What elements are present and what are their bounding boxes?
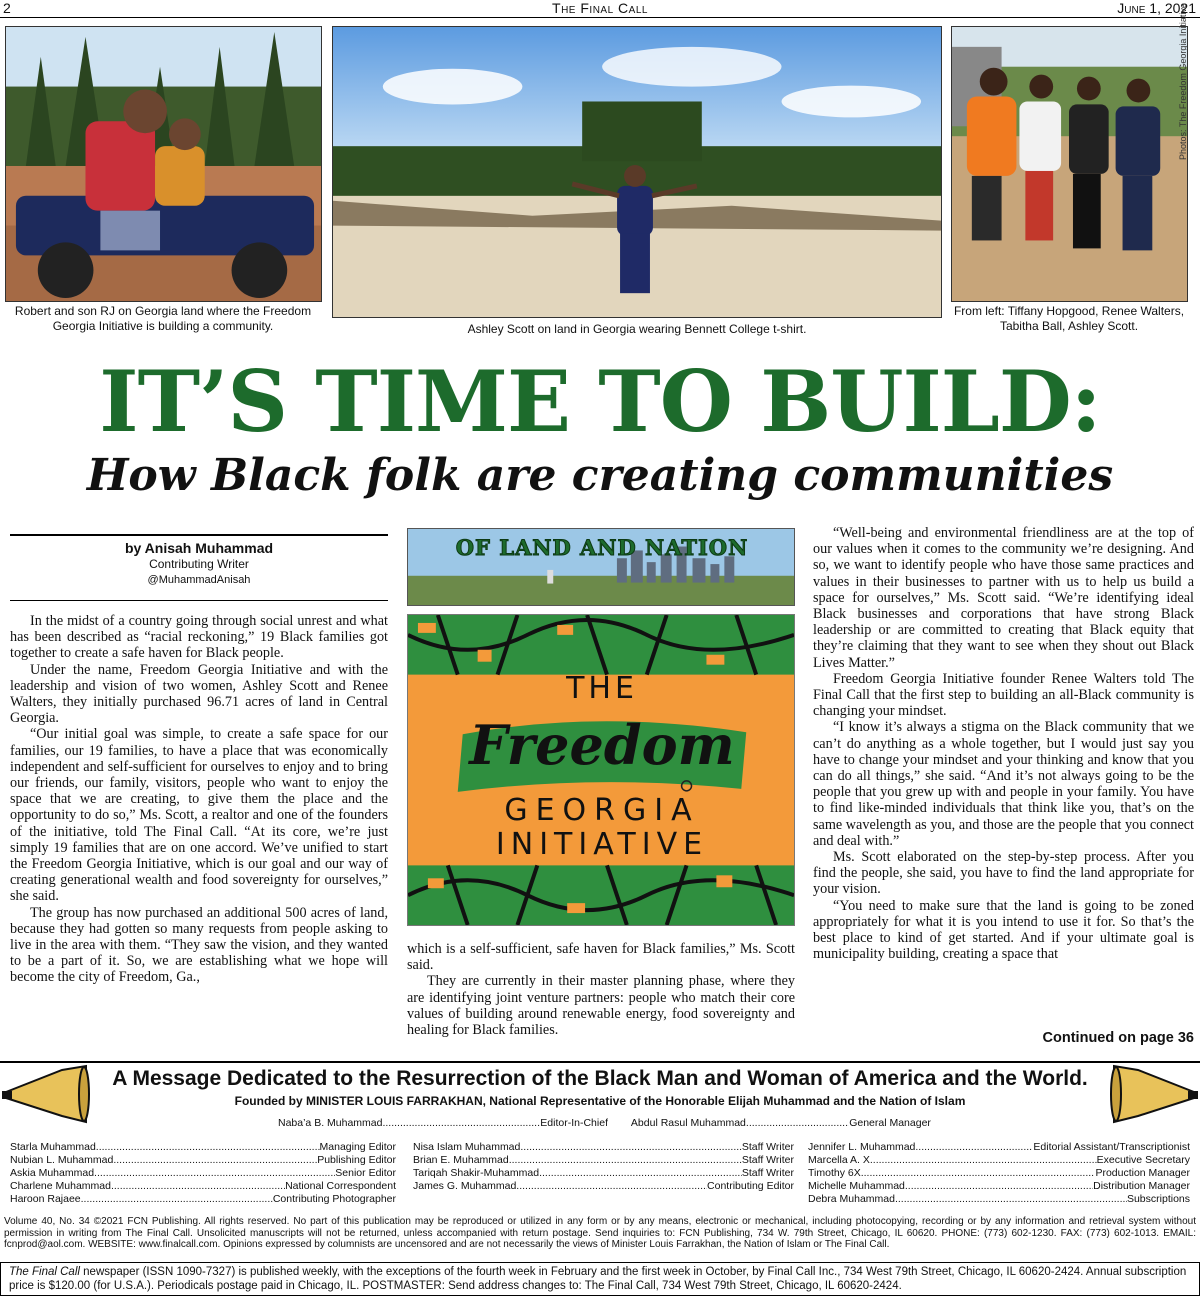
staff-row: Nubian L. Muhammad ..... Publishing Editor <box>10 1154 396 1167</box>
staff-name: Abdul Rasul Muhammad <box>630 1117 746 1129</box>
freedom-georgia-initiative-logo <box>407 614 795 926</box>
staff-row: Starla Muhammad ..... Managing Editor <box>10 1141 396 1154</box>
issn-paper-name: The Final Call <box>9 1266 80 1278</box>
masthead-subtitle: Founded by MINISTER LOUIS FARRAKHAN, National Representative of the Honorable Elijah Muhammad and the Nation of Islam <box>234 1094 966 1108</box>
byline-handle: @MuhammadAnisah <box>147 574 251 586</box>
issn-text: newspaper (ISSN 1090-7327) is published weekly, with the exceptions of the fourth week in February and the first week in October, by Final Call Inc., 734 West 79th Street, Chicago, IL 60620-2424. Annual subscription price is $120.00 (for U.S.A.). Periodicals postage paid in Chicago, IL. POSTMASTER: Send address changes to: The Final Call, 734 West 79th Street, Chicago, IL 60620-2424. <box>9 1266 1187 1292</box>
subheadline: How Black folk are creating communities <box>86 450 1114 501</box>
paragraph: which is a self-sufficient, safe haven for Black families,” Ms. Scott said. <box>407 941 795 974</box>
logo-initiative: INITIATIVE <box>495 827 709 862</box>
continued-on-link[interactable]: Continued on page 36 <box>1042 1030 1194 1046</box>
caption-right-photo: From left: Tiffany Hopgood, Renee Walters, Tabitha Ball, Ashley Scott. <box>953 304 1185 333</box>
page-header <box>0 0 1200 18</box>
staff-row: Jennifer L. Muhammad ..... Editorial Assistant/Transcriptionist <box>808 1141 1190 1154</box>
staff-column-1 <box>10 1141 396 1206</box>
trumpet-left-icon <box>2 1064 90 1124</box>
paragraph: They are currently in their master planning phase, where they are identifying joint venture partners: people who match their core values of building around renewable energy, food sovereignty and healing for Black families. <box>407 973 795 1039</box>
byline-role: Contributing Writer <box>149 557 249 571</box>
page-number: 2 <box>3 0 11 16</box>
logo-georgia: GEORGIA <box>504 793 700 828</box>
photo-ashley-scott-land <box>332 26 942 318</box>
staff-row: Haroon Rajaee ..... Contributing Photographer <box>10 1193 396 1206</box>
paragraph: Freedom Georgia Initiative founder Renee Walters told The Final Call that the first step to building an all-Black community is changing your mindset. <box>813 670 1194 720</box>
paragraph: Ms. Scott elaborated on the step-by-step process. After you find the people, she said, you have to find the land appropriate for your vision. <box>813 849 1194 898</box>
fine-print: Volume 40, No. 34 ©2021 FCN Publishing. All rights reserved. No part of this publication may be reproduced or utilized in any form or by any means, electronic or mechanical, including photocopying, recording or by any information and retrieval system without permission in writing from The Final Call. Unsolicited manuscripts will not be returned, unless accompanied with return postage. Send inquiries to: FCN Publishing, 734 W. 79th Street, Chicago, IL 60620. PHONE: (773) 602-1230. FAX: (773) 602-1013. EMAIL: fcnprod@aol.com. WEBSITE: www.finalcall.com. Opinions expressed by columnists are uncensored and are not necessarily the views of Minister Louis Farrakhan, the Nation of Islam or The Final Call. <box>4 1216 1196 1250</box>
paragraph: In the midst of a country going through social unrest and what has been described as “racial reckoning,” 19 Black families got together to create a safe haven for Black people. <box>10 613 388 662</box>
staff-title: Editor-In-Chief <box>540 1117 608 1129</box>
staff-title: General Manager <box>849 1117 931 1129</box>
byline-rule <box>10 534 388 536</box>
logo-the: THE <box>566 671 638 706</box>
staff-row: Tariqah Shakir-Muhammad ..... Staff Writer <box>413 1167 794 1180</box>
article-column-3 <box>813 525 1194 962</box>
paragraph: The group has now purchased an additional 500 acres of land, because they had gotten so many requests from people asking to live in the area with them. “They saw the vision, and they wanted to be a part of it. So, we are establishing what we hope will become the city of Freedom, Ga., <box>10 904 388 986</box>
top-staff <box>278 1117 938 1130</box>
byline-rule-bottom <box>10 600 388 601</box>
issue-date: June 1, 2021 <box>1117 0 1196 16</box>
photo-father-son-atv <box>5 26 322 302</box>
staff-column-2 <box>413 1141 794 1193</box>
staff-row: Timothy 6X. ..... Production Manager <box>808 1167 1190 1180</box>
photo-credit: Photos: The Freedom Georgia Initiative <box>1178 3 1188 160</box>
staff-row <box>631 1117 931 1130</box>
paragraph: “Our initial goal was simple, to create a safe space for our families, our 19 families, to have a place that was economically independent and self-sufficient for ourselves to enjoy and to bring our friends, our family, visitors, people who want to enjoy the space that we are creating, to give them the place and the opportunity to do so,” Ms. Scott, a realtor and one of the founders of the initiative, told The Final Call. “At its core, we’re just simply 19 families that are on one accord. We’ve unified to start the Freedom Georgia Initiative, which is our goal and our way of creating generational wealth and food sovereignty for ourselves,” she said. <box>10 726 388 905</box>
caption-center-photo: Ashley Scott on land in Georgia wearing Bennett College t-shirt. <box>467 322 807 336</box>
paragraph: “You need to make sure that the land is going to be zoned appropriately for what it is you intend to use it for. So that’s the best place to kind of get started. And if your ultimate goal is municipality building, creating a space that <box>813 897 1194 963</box>
masthead-rule <box>0 1061 1200 1063</box>
staff-row: Debra Muhammad ..... Subscriptions <box>808 1193 1190 1206</box>
staff-row <box>278 1117 608 1130</box>
paper-name: The Final Call <box>552 0 648 16</box>
byline <box>10 540 388 588</box>
masthead-title: A Message Dedicated to the Resurrection of the Black Man and Woman of America and the World. <box>112 1067 1088 1090</box>
staff-row: Brian E. Muhammad ..... Staff Writer <box>413 1154 794 1167</box>
article-column-2 <box>407 941 795 1038</box>
trumpet-right-icon <box>1110 1064 1198 1124</box>
paragraph: “Well-being and environmental friendliness are at the top of our values when it comes to the community we’re designing. And so, we want to identify people who have those same practices and values in their businesses to partner with us to help us build a space for ourselves,” Ms. Scott said. “We’re identifying ideal Black businesses and corporations that have strong Black leadership or are committed to creating that Black equity that they’re claiming that they want to see when they shout out Black Lives Matter.” <box>813 525 1194 671</box>
staff-row: Charlene Muhammad ..... National Correspondent <box>10 1180 396 1193</box>
banner-title: OF LAND AND NATION <box>455 535 749 560</box>
staff-row: Marcella A. X. ..... Executive Secretary <box>808 1154 1190 1167</box>
headline: IT’S TIME TO BUILD: <box>99 352 1101 451</box>
logo-freedom: Freedom <box>469 713 735 777</box>
issn-box <box>0 1262 1200 1296</box>
caption-left-photo: Robert and son RJ on Georgia land where the Freedom Georgia Initiative is building a community. <box>14 304 312 333</box>
article-column-1 <box>10 613 388 986</box>
photo-four-women <box>951 26 1188 302</box>
staff-name: Naba’a B. Muhammad <box>278 1117 383 1129</box>
staff-row: Askia Muhammad ..... Senior Editor <box>10 1167 396 1180</box>
staff-row: Nisa Islam Muhammad ..... Staff Writer <box>413 1141 794 1154</box>
byline-author: by Anisah Muhammad <box>124 540 274 556</box>
staff-column-3 <box>808 1141 1190 1206</box>
staff-row: Michelle Muhammad ..... Distribution Manager <box>808 1180 1190 1193</box>
staff-row: James G. Muhammad ..... Contributing Editor <box>413 1180 794 1193</box>
paragraph: Under the name, Freedom Georgia Initiative and with the leadership and vision of two women, Ashley Scott and Renee Walters, they initially purchased 96.71 acres of land in Central Georgia. <box>10 661 388 727</box>
of-land-and-nation-banner <box>407 528 795 606</box>
paragraph: “I know it’s always a stigma on the Black community that we can’t do anything as a whole together, but I would just say you have to change your mindset and your thinking and know that you can do all things,” she said. “And it’s not always going to be the people that you grew up with and people in your family. You have to find like-minded individuals that think like you, that’s on the same wavelength as you, and those are the people that you connect and deal with.” <box>813 719 1194 849</box>
